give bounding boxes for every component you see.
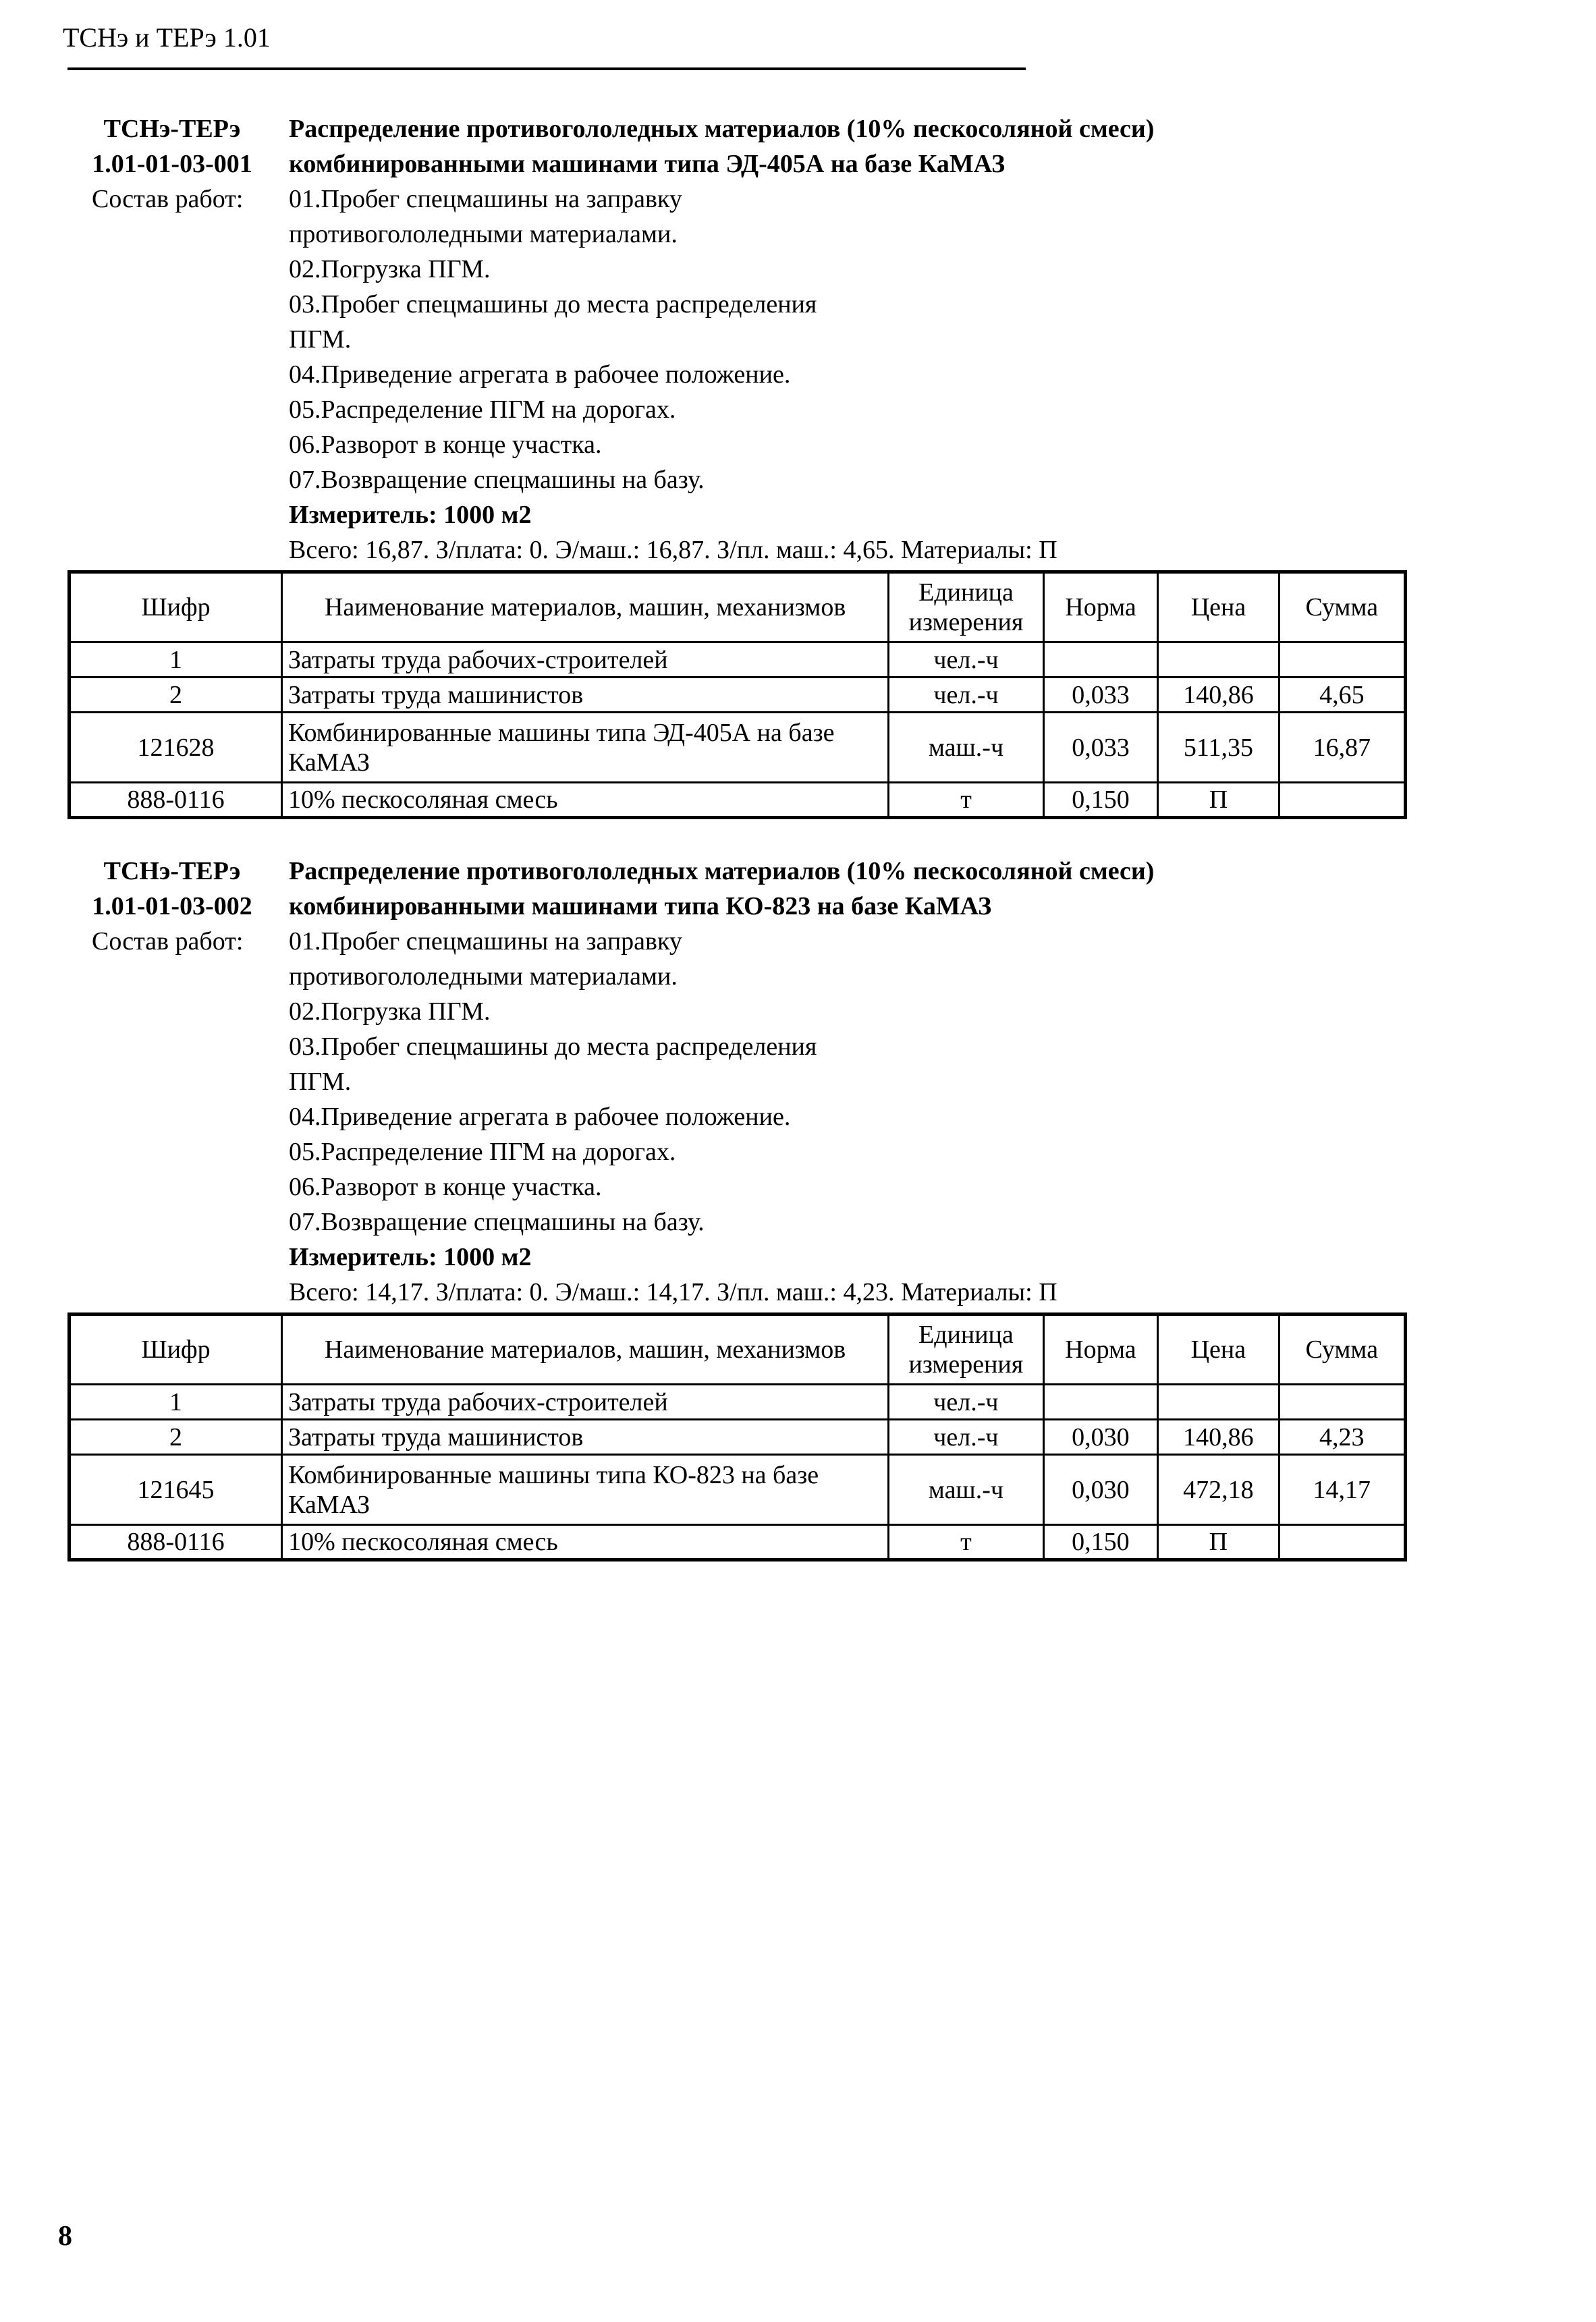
step-line: 03.Пробег спецмашины до места распределения xyxy=(289,290,817,319)
col-header-name: Наименование материалов, машин, механизмов xyxy=(282,1315,889,1385)
col-header-norm: Норма xyxy=(1043,572,1158,642)
col-header-price: Цена xyxy=(1158,1315,1279,1385)
table-row xyxy=(70,1455,1406,1525)
step-line: 07.Возвращение спецмашины на базу. xyxy=(289,466,705,494)
cell-sum xyxy=(1279,1385,1405,1420)
cell-norm: 0,150 xyxy=(1043,1525,1158,1560)
section-code xyxy=(67,111,277,182)
step-line: ПГМ. xyxy=(289,1068,352,1096)
col-header-code: Шифр xyxy=(70,572,282,642)
table-header-row xyxy=(70,1315,1406,1385)
cell-unit: т xyxy=(889,783,1044,818)
col-header-unit-line-1: Единица xyxy=(918,578,1014,607)
cell-norm: 0,030 xyxy=(1043,1420,1158,1455)
table-row xyxy=(70,1385,1406,1420)
table-row xyxy=(70,678,1406,713)
cell-price: 140,86 xyxy=(1158,1420,1279,1455)
cell-price: 511,35 xyxy=(1158,713,1279,783)
code-line-2: 1.01-01-03-002 xyxy=(92,892,252,920)
table-header-row xyxy=(70,572,1406,642)
cell-name: 10% пескосоляная смесь xyxy=(282,783,889,818)
cell-price: П xyxy=(1158,1525,1279,1560)
cell-unit: чел.-ч xyxy=(889,1385,1044,1420)
col-header-unit-line-1: Единица xyxy=(918,1321,1014,1349)
totals-line: Всего: 16,87. З/плата: 0. Э/маш.: 16,87. З/пл. маш.: 4,65. Материалы: П xyxy=(289,536,1057,564)
title-line-2: комбинированными машинами типа КО-823 на базе КаМАЗ xyxy=(289,892,992,920)
cell-code: 1 xyxy=(70,1385,282,1420)
cell-sum: 4,65 xyxy=(1279,678,1405,713)
step-line: 04.Приведение агрегата в рабочее положение. xyxy=(289,1103,791,1131)
step-line: 05.Распределение ПГМ на дорогах. xyxy=(289,395,676,424)
section-title xyxy=(289,854,1409,924)
step-line: 01.Пробег спецмашины на заправку xyxy=(289,185,682,213)
section-body xyxy=(289,111,1409,568)
col-header-unit-line-2: измерения xyxy=(908,608,1024,636)
cell-code: 121628 xyxy=(70,713,282,783)
cell-code: 121645 xyxy=(70,1455,282,1525)
cell-name-line-2: КаМАЗ xyxy=(288,748,370,777)
measure-unit: Измеритель: 1000 м2 xyxy=(289,1243,532,1271)
col-header-code: Шифр xyxy=(70,1315,282,1385)
table-row xyxy=(70,642,1406,678)
totals-line: Всего: 14,17. З/плата: 0. Э/маш.: 14,17. З/пл. маш.: 4,23. Материалы: П xyxy=(289,1278,1057,1306)
cell-sum xyxy=(1279,642,1405,678)
cell-price: П xyxy=(1158,783,1279,818)
cell-sum: 16,87 xyxy=(1279,713,1405,783)
cell-unit: чел.-ч xyxy=(889,678,1044,713)
cell-unit: чел.-ч xyxy=(889,1420,1044,1455)
title-line-1: Распределение противогололедных материалов (10% пескосоляной смеси) xyxy=(289,115,1155,143)
step-line: 07.Возвращение спецмашины на базу. xyxy=(289,1208,705,1236)
cell-name: Затраты труда рабочих-строителей xyxy=(282,642,889,678)
cell-sum xyxy=(1279,1525,1405,1560)
code-line-1: ТСНэ-ТЕРэ xyxy=(103,857,241,885)
col-header-norm: Норма xyxy=(1043,1315,1158,1385)
cell-sum: 4,23 xyxy=(1279,1420,1405,1455)
cell-name: Затраты труда машинистов xyxy=(282,678,889,713)
cell-sum xyxy=(1279,783,1405,818)
cell-name-line-2: КаМАЗ xyxy=(288,1490,370,1519)
table-row xyxy=(70,713,1406,783)
title-line-2: комбинированными машинами типа ЭД-405А на базе КаМАЗ xyxy=(289,150,1006,178)
cell-price xyxy=(1158,1385,1279,1420)
table-row xyxy=(70,783,1406,818)
table-row xyxy=(70,1525,1406,1560)
step-line: 06.Разворот в конце участка. xyxy=(289,431,602,459)
cell-unit: маш.-ч xyxy=(889,713,1044,783)
cell-name-line-1: Комбинированные машины типа ЭД-405А на базе xyxy=(288,718,835,747)
resources-table xyxy=(67,1312,1407,1561)
table-row xyxy=(70,1420,1406,1455)
cell-unit: т xyxy=(889,1525,1044,1560)
header-rule xyxy=(67,67,1026,70)
cell-price xyxy=(1158,642,1279,678)
work-steps xyxy=(289,924,1409,1240)
code-line-1: ТСНэ-ТЕРэ xyxy=(103,115,241,143)
page-number: 8 xyxy=(58,2221,72,2252)
resources-table xyxy=(67,570,1407,819)
section-code xyxy=(67,854,277,924)
step-line: 02.Погрузка ПГМ. xyxy=(289,997,491,1026)
cell-norm: 0,150 xyxy=(1043,783,1158,818)
cell-norm: 0,033 xyxy=(1043,678,1158,713)
col-header-sum: Сумма xyxy=(1279,572,1405,642)
step-line: 01.Пробег спецмашины на заправку xyxy=(289,927,682,956)
work-label: Состав работ: xyxy=(92,185,244,213)
section-body xyxy=(289,854,1409,1310)
cell-name xyxy=(282,713,889,783)
cell-name-line-1: Комбинированные машины типа КО-823 на базе xyxy=(288,1460,819,1489)
work-label: Состав работ: xyxy=(92,927,244,956)
cell-norm xyxy=(1043,642,1158,678)
section-title xyxy=(289,111,1409,182)
cell-sum: 14,17 xyxy=(1279,1455,1405,1525)
step-line: противогололедными материалами. xyxy=(289,220,678,248)
step-line: 04.Приведение агрегата в рабочее положение. xyxy=(289,360,791,389)
cell-norm: 0,030 xyxy=(1043,1455,1158,1525)
measure-unit: Измеритель: 1000 м2 xyxy=(289,501,532,529)
cell-norm: 0,033 xyxy=(1043,713,1158,783)
col-header-sum: Сумма xyxy=(1279,1315,1405,1385)
step-line: ПГМ. xyxy=(289,325,352,354)
cell-name: Затраты труда машинистов xyxy=(282,1420,889,1455)
step-line: противогололедными материалами. xyxy=(289,962,678,991)
col-header-unit xyxy=(889,1315,1044,1385)
col-header-price: Цена xyxy=(1158,572,1279,642)
cell-price: 472,18 xyxy=(1158,1455,1279,1525)
cell-code: 2 xyxy=(70,678,282,713)
col-header-unit-line-2: измерения xyxy=(908,1350,1024,1379)
page-header: ТСНэ и ТЕРэ 1.01 xyxy=(63,22,271,53)
col-header-unit xyxy=(889,572,1044,642)
cell-name: 10% пескосоляная смесь xyxy=(282,1525,889,1560)
step-line: 03.Пробег спецмашины до места распределения xyxy=(289,1032,817,1061)
cell-unit: маш.-ч xyxy=(889,1455,1044,1525)
code-line-2: 1.01-01-03-001 xyxy=(92,150,252,178)
cell-code: 1 xyxy=(70,642,282,678)
cell-name xyxy=(282,1455,889,1525)
cell-name: Затраты труда рабочих-строителей xyxy=(282,1385,889,1420)
work-steps xyxy=(289,182,1409,497)
step-line: 06.Разворот в конце участка. xyxy=(289,1173,602,1201)
step-line: 05.Распределение ПГМ на дорогах. xyxy=(289,1138,676,1166)
cell-code: 2 xyxy=(70,1420,282,1455)
step-line: 02.Погрузка ПГМ. xyxy=(289,255,491,283)
cell-unit: чел.-ч xyxy=(889,642,1044,678)
cell-price: 140,86 xyxy=(1158,678,1279,713)
cell-norm xyxy=(1043,1385,1158,1420)
col-header-name: Наименование материалов, машин, механизмов xyxy=(282,572,889,642)
title-line-1: Распределение противогололедных материалов (10% пескосоляной смеси) xyxy=(289,857,1155,885)
cell-code: 888-0116 xyxy=(70,783,282,818)
cell-code: 888-0116 xyxy=(70,1525,282,1560)
